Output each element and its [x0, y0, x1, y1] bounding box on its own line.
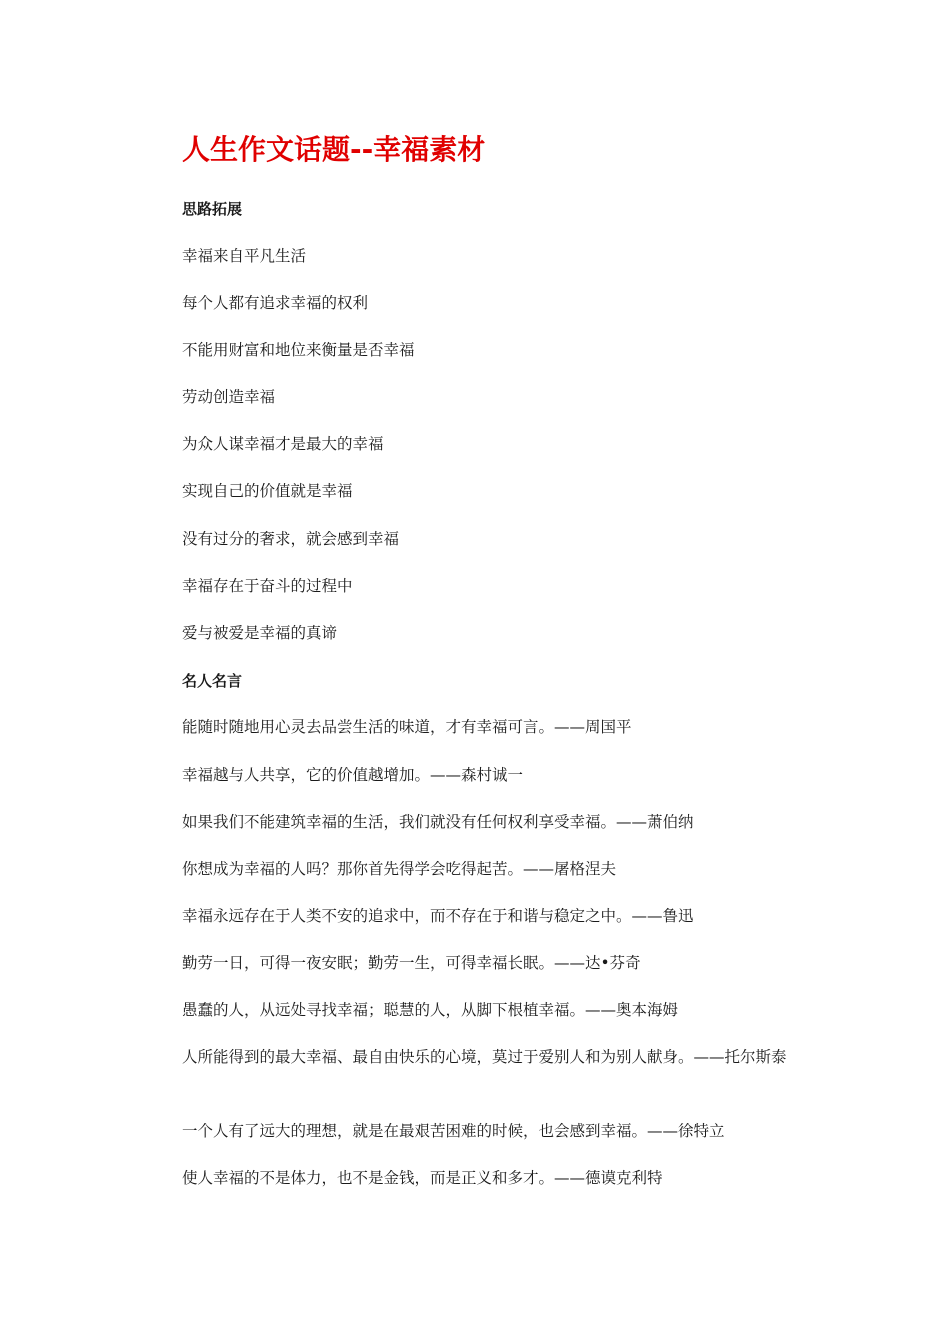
idea-item: 劳动创造幸福	[182, 388, 276, 406]
quote-item: 人所能得到的最大幸福、最自由快乐的心境，莫过于爱别人和为别人献身。——托尔斯泰	[182, 1048, 787, 1066]
section-heading-quotes: 名人名言	[182, 672, 243, 690]
idea-item: 实现自己的价值就是幸福	[182, 482, 353, 500]
quote-item: 如果我们不能建筑幸福的生活，我们就没有任何权利享受幸福。——萧伯纳	[182, 813, 694, 831]
idea-item: 幸福存在于奋斗的过程中	[182, 577, 353, 595]
document-title: 人生作文话题--幸福素材	[182, 133, 486, 166]
idea-item: 不能用财富和地位来衡量是否幸福	[182, 341, 415, 359]
idea-item: 幸福来自平凡生活	[182, 247, 307, 265]
idea-item: 没有过分的奢求，就会感到幸福	[182, 530, 400, 548]
idea-item: 爱与被爱是幸福的真谛	[182, 624, 338, 642]
quote-item: 愚蠢的人，从远处寻找幸福；聪慧的人，从脚下根植幸福。——奥本海姆	[182, 1001, 679, 1019]
quote-item: 幸福越与人共享，它的价值越增加。——森村诚一	[182, 766, 524, 784]
section-heading-ideas: 思路拓展	[182, 200, 243, 218]
quote-item: 一个人有了远大的理想，就是在最艰苦困难的时候，也会感到幸福。——徐特立	[182, 1122, 725, 1140]
quote-item: 你想成为幸福的人吗？那你首先得学会吃得起苦。——屠格涅夫	[182, 860, 617, 878]
idea-item: 为众人谋幸福才是最大的幸福	[182, 435, 384, 453]
quote-item: 能随时随地用心灵去品尝生活的味道，才有幸福可言。——周国平	[182, 718, 632, 736]
quote-item: 使人幸福的不是体力，也不是金钱，而是正义和多才。——德谟克利特	[182, 1169, 663, 1187]
idea-item: 每个人都有追求幸福的权利	[182, 294, 369, 312]
quote-item: 勤劳一日，可得一夜安眠；勤劳一生，可得幸福长眠。——达•芬奇	[182, 954, 641, 972]
quote-item: 幸福永远存在于人类不安的追求中，而不存在于和谐与稳定之中。——鲁迅	[182, 907, 694, 925]
